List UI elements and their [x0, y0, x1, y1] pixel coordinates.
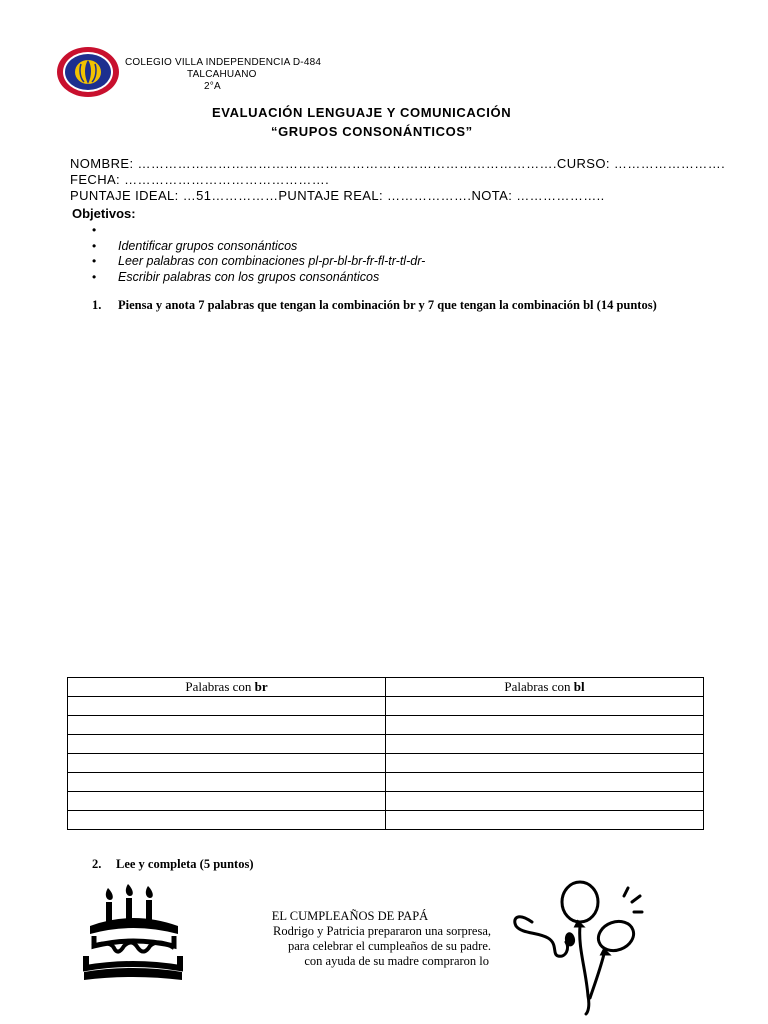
puntaje-real-blank[interactable]: ……………….: [387, 188, 472, 203]
br-word-cell[interactable]: [68, 792, 386, 811]
objective-item: • Identificar grupos consonánticos: [92, 239, 425, 255]
column-header-br: Palabras con br: [68, 678, 386, 697]
fecha-label: FECHA:: [70, 172, 125, 187]
question-2-text: Lee y completa (5 puntos): [116, 857, 254, 871]
objective-item: [92, 223, 425, 239]
story-line: Rodrigo y Patricia prepararon una sorpresa,: [273, 924, 491, 938]
table-row: [68, 697, 704, 716]
bl-word-cell[interactable]: [386, 792, 704, 811]
school-city: TALCAHUANO: [187, 69, 257, 80]
story-line: para celebrar el cumpleaños de su padre.: [287, 939, 491, 953]
puntaje-ideal-value: …51……………: [182, 188, 279, 203]
br-word-cell[interactable]: [68, 773, 386, 792]
nota-label: NOTA:: [471, 188, 517, 203]
table-row: [68, 811, 704, 830]
fecha-blank[interactable]: ……………………………………….: [124, 172, 330, 187]
question-1-number: 1.: [92, 298, 102, 312]
bl-word-cell[interactable]: [386, 697, 704, 716]
question-1: [92, 298, 702, 313]
objective-item: • Leer palabras con combinaciones pl-pr-bl-br-fr-fl-tr-tl-dr-: [92, 254, 425, 270]
table-row: [68, 754, 704, 773]
school-name: COLEGIO VILLA INDEPENDENCIA D-484: [125, 57, 322, 68]
bl-word-cell[interactable]: [386, 716, 704, 735]
nombre-label: NOMBRE:: [70, 156, 138, 171]
bl-word-cell[interactable]: [386, 811, 704, 830]
balloons-icon: [508, 878, 648, 1016]
curso-blank[interactable]: …………………….: [613, 156, 726, 171]
bl-word-cell[interactable]: [386, 773, 704, 792]
objectives-label: Objetivos:: [72, 206, 136, 221]
table-row: [68, 792, 704, 811]
birthday-cake-icon: [80, 882, 186, 984]
br-word-cell[interactable]: [68, 735, 386, 754]
story-title: EL CUMPLEAÑOS DE PAPÁ: [271, 909, 429, 923]
br-word-cell[interactable]: [68, 811, 386, 830]
br-word-cell[interactable]: [68, 754, 386, 773]
table-row: [68, 773, 704, 792]
story-block: [215, 909, 491, 969]
page-subtitle: “GRUPOS CONSONÁNTICOS”: [271, 124, 473, 139]
question-2-number: 2.: [92, 857, 102, 871]
student-name-row: [70, 156, 725, 171]
score-row: [70, 188, 605, 203]
table-row: [68, 716, 704, 735]
objectives-list: [92, 223, 425, 285]
curso-label: CURSO:: [556, 156, 614, 171]
date-row: [70, 172, 329, 187]
puntaje-real-label: PUNTAJE REAL:: [278, 188, 388, 203]
page-title: EVALUACIÓN LENGUAJE Y COMUNICACIÓN: [212, 105, 512, 120]
nombre-blank[interactable]: ………………………………………………………………………………….: [137, 156, 557, 171]
table-header-row: [68, 678, 704, 697]
words-table: [67, 677, 704, 830]
puntaje-ideal-label: PUNTAJE IDEAL:: [70, 188, 183, 203]
school-logo: [56, 46, 120, 98]
bl-word-cell[interactable]: [386, 735, 704, 754]
table-row: [68, 735, 704, 754]
column-header-bl: Palabras con bl: [386, 678, 704, 697]
objective-item: • Escribir palabras con los grupos consonánticos: [92, 270, 425, 286]
br-word-cell[interactable]: [68, 697, 386, 716]
question-2: [92, 857, 254, 872]
question-1-text: Piensa y anota 7 palabras que tengan la combinación br y 7 que tengan la combinación bl (14 puntos): [118, 298, 657, 312]
story-line: con ayuda de su madre compraron lo: [304, 954, 489, 968]
br-word-cell[interactable]: [68, 716, 386, 735]
school-grade: 2°A: [204, 81, 221, 92]
bl-word-cell[interactable]: [386, 754, 704, 773]
nota-blank[interactable]: ………………..: [516, 188, 605, 203]
